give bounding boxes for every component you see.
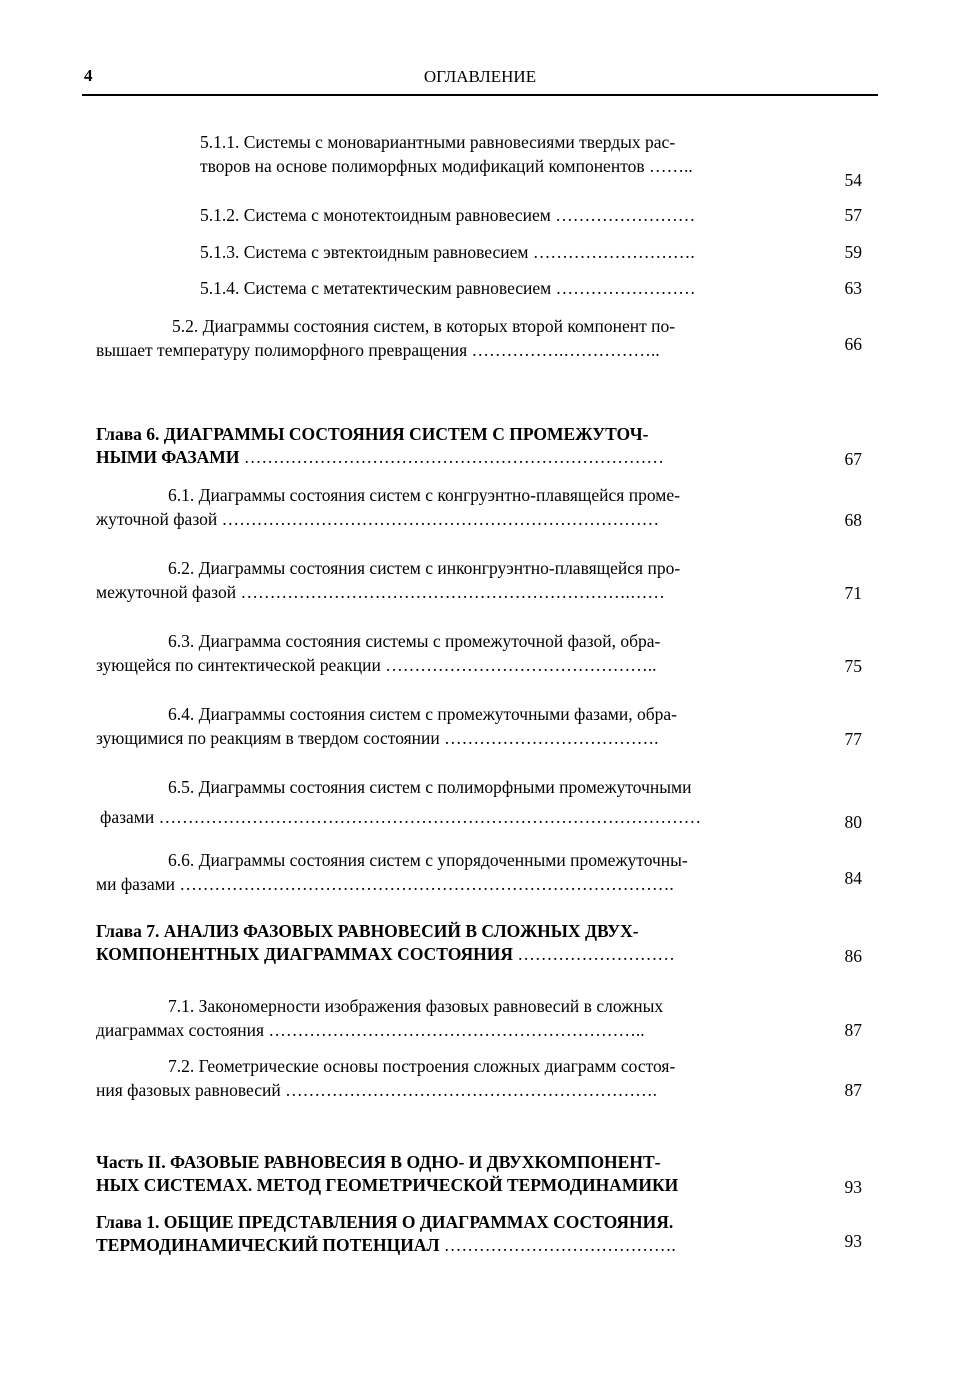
toc-entry-line2: творов на основе полиморфных модификаций компонентов …….. — [200, 156, 693, 176]
toc-entry-line1: 5.2. Диаграммы состояния систем, в которых второй компонент по- — [172, 316, 676, 336]
toc-entry-line1: 5.1.1. Системы с моновариантными равновесиями твердых рас- — [200, 132, 676, 152]
toc-page-number: 93 — [844, 1231, 862, 1251]
toc-entry-line1: Глава 7. АНАЛИЗ ФАЗОВЫХ РАВНОВЕСИЙ В СЛОЖНЫХ ДВУХ- — [96, 921, 639, 941]
toc-leader-dots: …………………………………. — [439, 1235, 676, 1255]
toc-page-number: 87 — [844, 1020, 862, 1040]
toc-page-number: 63 — [844, 278, 862, 298]
toc-entry-line2: НЫХ СИСТЕМАХ. МЕТОД ГЕОМЕТРИЧЕСКОЙ ТЕРМОДИНАМИКИ — [96, 1175, 679, 1195]
toc-entry-line2: ТЕРМОДИНАМИЧЕСКИЙ ПОТЕНЦИАЛ — [96, 1235, 440, 1255]
toc-entry-line1: 5.1.2. Система с монотектоидным равновесием …………………… — [200, 205, 696, 225]
toc-entry-line1: 6.4. Диаграммы состояния систем с промежуточными фазами, обра- — [168, 704, 677, 724]
toc-entry-line1: Глава 6. ДИАГРАММЫ СОСТОЯНИЯ СИСТЕМ С ПРОМЕЖУТОЧ- — [96, 424, 649, 444]
toc-page-number: 93 — [844, 1177, 862, 1197]
toc-page-number: 57 — [844, 205, 862, 225]
toc-entry-line1: 7.2. Геометрические основы построения сложных диаграмм состоя- — [168, 1056, 676, 1076]
toc-entry-line1: Глава 1. ОБЩИЕ ПРЕДСТАВЛЕНИЯ О ДИАГРАММАХ СОСТОЯНИЯ. — [96, 1212, 674, 1232]
toc-page-number: 77 — [844, 729, 862, 749]
toc-entry-line2: ми фазами …………………………………………………………………………. — [96, 874, 674, 894]
toc-entry-line1: 6.1. Диаграммы состояния систем с конгруэнтно-плавящейся проме- — [168, 485, 680, 505]
toc-page-number: 54 — [844, 170, 862, 190]
toc-entry-line2: НЫМИ ФАЗАМИ — [96, 447, 240, 467]
toc-entry-line1: 7.1. Закономерности изображения фазовых равновесий в сложных — [168, 996, 664, 1016]
toc-entry-line2: вышает температуру полиморфного превращения …………….…………….. — [96, 340, 660, 360]
toc-entry-line1: 6.3. Диаграмма состояния системы с промежуточной фазой, обра- — [168, 631, 661, 651]
toc-page-number: 68 — [844, 510, 862, 530]
toc-entry-line1: 6.6. Диаграммы состояния систем с упорядоченными промежуточны- — [168, 850, 688, 870]
toc-entry-line1: Часть II. ФАЗОВЫЕ РАВНОВЕСИЯ В ОДНО- И ДВУХКОМПОНЕНТ- — [96, 1152, 661, 1172]
toc-entry-line2: фазами ………………………………………………………………………………… — [100, 807, 702, 827]
toc-entry-line2: диаграммах состояния ……………………………………………………….. — [96, 1020, 645, 1040]
toc-leader-dots: ……………………………………………………………… — [239, 447, 664, 467]
toc-entry-line2: ния фазовых равновесий ………………………………………………………. — [96, 1080, 657, 1100]
toc-entry-line2: межуточной фазой ………………………………………………………….…… — [96, 582, 665, 602]
toc-page-number: 75 — [844, 656, 862, 676]
toc-entry-line2: жуточной фазой ………………………………………………………………… — [96, 509, 660, 529]
toc-page-number: 80 — [844, 812, 862, 832]
toc-entry-line2: КОМПОНЕНТНЫХ ДИАГРАММАХ СОСТОЯНИЯ — [96, 944, 513, 964]
toc-page-number: 84 — [844, 868, 862, 888]
page-number: 4 — [84, 66, 93, 85]
toc-page-number: 66 — [844, 334, 862, 354]
page-header — [82, 64, 878, 96]
toc-page-number: 71 — [844, 583, 862, 603]
toc-leader-dots: ……………………… — [512, 944, 675, 964]
toc-page-number: 59 — [844, 242, 862, 262]
toc-entry-line1: 6.2. Диаграммы состояния систем с инконгруэнтно-плавящейся про- — [168, 558, 681, 578]
toc-entry-line1: 5.1.4. Система с метатектическим равновесием …………………… — [200, 278, 696, 298]
toc-entry-line2: зующимися по реакциям в твердом состоянии ………………………………. — [96, 728, 659, 748]
toc-entry-line1: 5.1.3. Система с эвтектоидным равновесием ………………………. — [200, 242, 695, 262]
toc-page-number: 67 — [844, 449, 862, 469]
toc-entry-line1: 6.5. Диаграммы состояния систем с полиморфными промежуточными — [168, 777, 692, 797]
header-title: ОГЛАВЛЕНИЕ — [423, 67, 537, 86]
toc-page-number: 87 — [844, 1080, 862, 1100]
toc-page-number: 86 — [844, 946, 862, 966]
toc-entry-line2: зующейся по синтектической реакции ……………………………………….. — [96, 655, 657, 675]
